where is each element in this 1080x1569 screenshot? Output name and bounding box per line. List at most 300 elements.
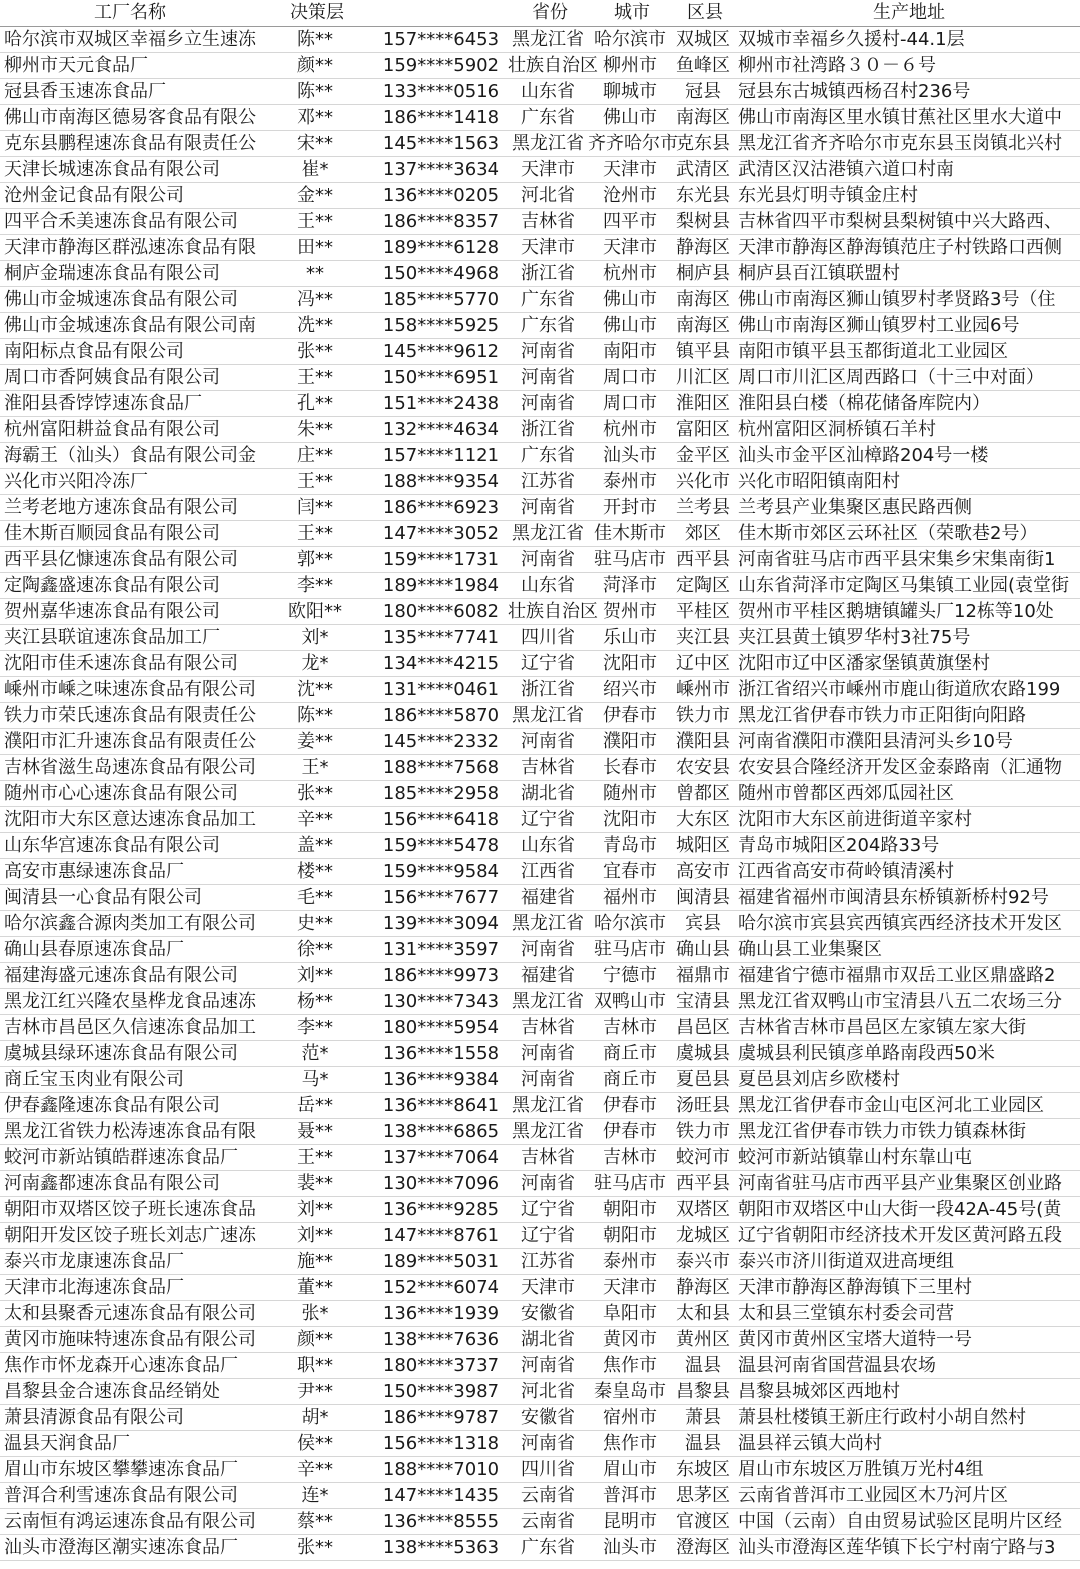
table-row[interactable] [0,885,1080,911]
factory-name-cell: 西平县亿慷速冻食品有限公司 [0,547,256,573]
table-row[interactable] [0,1093,1080,1119]
city-cell: 朝阳市 [588,1197,672,1223]
decision-maker-cell: 徐** [256,937,374,963]
decision-maker-cell: 张** [256,1535,374,1561]
table-row[interactable] [0,53,1080,79]
province-cell: 河南省 [508,1171,588,1197]
province-cell: 辽宁省 [508,651,588,677]
decision-maker-cell: 胡* [256,1405,374,1431]
table-row[interactable] [0,911,1080,937]
phone-cell: 157****6453 [374,27,508,53]
city-cell: 齐齐哈尔市 [588,131,672,157]
district-cell: 龙城区 [672,1223,734,1249]
phone-cell: 136****9285 [374,1197,508,1223]
district-cell: 南海区 [672,313,734,339]
district-cell: 濮阳县 [672,729,734,755]
decision-maker-cell: 郭** [256,547,374,573]
phone-cell: 186****6923 [374,495,508,521]
phone-cell: 138****6865 [374,1119,508,1145]
decision-maker-cell: 陈** [256,27,374,53]
district-cell: 兰考县 [672,495,734,521]
phone-cell: 138****5363 [374,1535,508,1561]
header-city[interactable]: 城市 [588,0,672,27]
table-row[interactable] [0,1509,1080,1535]
city-cell: 佳木斯市 [588,521,672,547]
table-row[interactable] [0,469,1080,495]
province-cell: 天津市 [508,157,588,183]
factory-name-cell: 朝阳市双塔区饺子班长速冻食品 [0,1197,256,1223]
city-cell: 佛山市 [588,105,672,131]
decision-maker-cell: 蔡** [256,1509,374,1535]
decision-maker-cell: 闫** [256,495,374,521]
city-cell: 普洱市 [588,1483,672,1509]
province-cell: 湖北省 [508,781,588,807]
address-cell: 桐庐县百江镇联盟村 [734,261,1080,287]
table-row[interactable] [0,599,1080,625]
province-cell: 黑龙江省 [508,911,588,937]
decision-maker-cell: ** [256,261,374,287]
province-cell: 山东省 [508,573,588,599]
table-row[interactable] [0,339,1080,365]
table-row[interactable] [0,313,1080,339]
table-row[interactable] [0,1119,1080,1145]
province-cell: 辽宁省 [508,1223,588,1249]
province-cell: 黑龙江省 [508,703,588,729]
phone-cell: 158****5925 [374,313,508,339]
city-cell: 杭州市 [588,261,672,287]
city-cell: 吉林市 [588,1015,672,1041]
decision-maker-cell: 颜** [256,1327,374,1353]
table-row[interactable] [0,391,1080,417]
city-cell: 天津市 [588,157,672,183]
address-cell: 福建省福州市闽清县东桥镇新桥村92号 [734,885,1080,911]
decision-maker-cell: 楼** [256,859,374,885]
address-cell: 朝阳市双塔区中山大街一段42A-45号(黄 [734,1197,1080,1223]
factory-name-cell: 山东华宫速冻食品有限公司 [0,833,256,859]
factory-name-cell: 南阳标点食品有限公司 [0,339,256,365]
address-cell: 泰兴市济川街道双进高埂组 [734,1249,1080,1275]
table-row[interactable] [0,365,1080,391]
decision-maker-cell: 王** [256,365,374,391]
address-cell: 佛山市南海区狮山镇罗村孝贤路3号（住 [734,287,1080,313]
factory-name-cell: 吉林省滋生岛速冻食品有限公司 [0,755,256,781]
phone-cell: 151****2438 [374,391,508,417]
address-cell: 周口市川汇区周西路口（十三中对面） [734,365,1080,391]
decision-maker-cell: 张* [256,1301,374,1327]
province-cell: 江西省 [508,859,588,885]
district-cell: 城阳区 [672,833,734,859]
decision-maker-cell: 陈** [256,703,374,729]
phone-cell: 188****7568 [374,755,508,781]
table-row[interactable] [0,833,1080,859]
address-cell: 黑龙江省双鸭山市宝清县八五二农场三分 [734,989,1080,1015]
district-cell: 南海区 [672,105,734,131]
table-row[interactable] [0,1067,1080,1093]
province-cell: 广东省 [508,105,588,131]
district-cell: 武清区 [672,157,734,183]
address-cell: 淮阳县白楼（棉花储备库院内） [734,391,1080,417]
phone-cell: 132****4634 [374,417,508,443]
province-cell: 河南省 [508,937,588,963]
factory-name-cell: 焦作市怀龙森开心速冻食品厂 [0,1353,256,1379]
phone-cell: 157****1121 [374,443,508,469]
district-cell: 克东县 [672,131,734,157]
table-row[interactable] [0,729,1080,755]
district-cell: 淮阳区 [672,391,734,417]
province-cell: 河南省 [508,729,588,755]
city-cell: 商丘市 [588,1067,672,1093]
city-cell: 福州市 [588,885,672,911]
decision-maker-cell: 范* [256,1041,374,1067]
address-cell: 昌黎县城郊区西地村 [734,1379,1080,1405]
city-cell: 长春市 [588,755,672,781]
decision-maker-cell: 沈** [256,677,374,703]
table-row[interactable] [0,989,1080,1015]
city-cell: 随州市 [588,781,672,807]
decision-maker-cell: 宋** [256,131,374,157]
province-cell: 黑龙江省 [508,989,588,1015]
address-cell: 东光县灯明寺镇金庄村 [734,183,1080,209]
district-cell: 铁力市 [672,703,734,729]
table-row[interactable] [0,183,1080,209]
table-row[interactable] [0,157,1080,183]
table-row[interactable] [0,495,1080,521]
table-row[interactable] [0,1457,1080,1483]
province-cell: 云南省 [508,1509,588,1535]
table-row[interactable] [0,1535,1080,1561]
factory-name-cell: 随州市心心速冻食品有限公司 [0,781,256,807]
address-cell: 夹江县黄土镇罗华村3社75号 [734,625,1080,651]
phone-cell: 150****4968 [374,261,508,287]
table-row[interactable] [0,443,1080,469]
factory-name-cell: 佛山市金城速冻食品有限公司 [0,287,256,313]
table-row[interactable] [0,1483,1080,1509]
address-cell: 贺州市平桂区鹅塘镇罐头厂12栋等10处 [734,599,1080,625]
district-cell: 桐庐县 [672,261,734,287]
district-cell: 西平县 [672,1171,734,1197]
city-cell: 开封市 [588,495,672,521]
phone-cell: 150****3987 [374,1379,508,1405]
province-cell: 河南省 [508,365,588,391]
address-cell: 福建省宁德市福鼎市双岳工业区鼎盛路2 [734,963,1080,989]
province-cell: 壮族自治区 [508,599,588,625]
district-cell: 澄海区 [672,1535,734,1561]
header-decision-maker[interactable]: 决策层 [256,0,374,27]
phone-cell: 131****3597 [374,937,508,963]
table-row[interactable] [0,859,1080,885]
address-cell: 夏邑县刘店乡欧楼村 [734,1067,1080,1093]
table-row[interactable] [0,547,1080,573]
factory-name-cell: 昌黎县金合速冻食品经销处 [0,1379,256,1405]
factory-name-cell: 哈尔滨鑫合源肉类加工有限公司 [0,911,256,937]
table-row[interactable] [0,781,1080,807]
city-cell: 天津市 [588,1275,672,1301]
decision-maker-cell: 李** [256,1015,374,1041]
phone-cell: 186****8357 [374,209,508,235]
address-cell: 农安县合隆经济开发区金泰路南（汇通物 [734,755,1080,781]
table-row[interactable] [0,235,1080,261]
district-cell: 温县 [672,1431,734,1457]
address-cell: 冠县东古城镇西杨召村236号 [734,79,1080,105]
district-cell: 宝清县 [672,989,734,1015]
phone-cell: 134****4215 [374,651,508,677]
address-cell: 汕头市澄海区莲华镇下长宁村南宁路与3 [734,1535,1080,1561]
decision-maker-cell: 董** [256,1275,374,1301]
address-cell: 虞城县利民镇彦单路南段西50米 [734,1041,1080,1067]
address-cell: 吉林省四平市梨树县梨树镇中兴大路西、 [734,209,1080,235]
factory-name-cell: 夹江县联谊速冻食品加工厂 [0,625,256,651]
province-cell: 吉林省 [508,209,588,235]
district-cell: 闽清县 [672,885,734,911]
province-cell: 四川省 [508,1457,588,1483]
table-row[interactable] [0,521,1080,547]
decision-maker-cell: 邓** [256,105,374,131]
factory-name-cell: 黑龙江红兴隆农垦桦龙食品速冻 [0,989,256,1015]
city-cell: 黄冈市 [588,1327,672,1353]
factory-name-cell: 淮阳县香饽饽速冻食品厂 [0,391,256,417]
province-cell: 河南省 [508,1431,588,1457]
province-cell: 安徽省 [508,1405,588,1431]
header-row [0,0,1080,27]
table-row[interactable] [0,1379,1080,1405]
province-cell: 吉林省 [508,1015,588,1041]
phone-cell: 136****1939 [374,1301,508,1327]
table-body [0,27,1080,1561]
factory-name-cell: 天津市北海速冻食品厂 [0,1275,256,1301]
province-cell: 福建省 [508,963,588,989]
city-cell: 佛山市 [588,287,672,313]
province-cell: 安徽省 [508,1301,588,1327]
phone-cell: 133****0516 [374,79,508,105]
district-cell: 福鼎市 [672,963,734,989]
table-row[interactable] [0,131,1080,157]
district-cell: 平桂区 [672,599,734,625]
decision-maker-cell: 欧阳** [256,599,374,625]
phone-cell: 159****5478 [374,833,508,859]
table-row[interactable] [0,651,1080,677]
address-cell: 云南省普洱市工业园区木乃河片区 [734,1483,1080,1509]
address-cell: 兰考县产业集聚区惠民路西侧 [734,495,1080,521]
phone-cell: 135****7741 [374,625,508,651]
header-province[interactable]: 省份 [508,0,588,27]
decision-maker-cell: 杨** [256,989,374,1015]
province-cell: 山东省 [508,833,588,859]
decision-maker-cell: 李** [256,573,374,599]
table-row[interactable] [0,417,1080,443]
address-cell: 太和县三堂镇东村委会司营 [734,1301,1080,1327]
table-row[interactable] [0,1041,1080,1067]
header-address[interactable]: 生产地址 [734,0,1080,27]
table-row[interactable] [0,1275,1080,1301]
city-cell: 焦作市 [588,1431,672,1457]
address-cell: 柳州市社湾路３０－６号 [734,53,1080,79]
table-row[interactable] [0,677,1080,703]
district-cell: 汤旺县 [672,1093,734,1119]
city-cell: 贺州市 [588,599,672,625]
district-cell: 鱼峰区 [672,53,734,79]
header-factory-name[interactable]: 工厂名称 [0,0,256,27]
district-cell: 兴化市 [672,469,734,495]
city-cell: 周口市 [588,365,672,391]
province-cell: 河南省 [508,495,588,521]
address-cell: 南阳市镇平县玉都街道北工业园区 [734,339,1080,365]
phone-cell: 136****9384 [374,1067,508,1093]
city-cell: 宁德市 [588,963,672,989]
district-cell: 夏邑县 [672,1067,734,1093]
phone-cell: 159****1731 [374,547,508,573]
district-cell: 定陶区 [672,573,734,599]
city-cell: 伊春市 [588,1093,672,1119]
table-row[interactable] [0,27,1080,53]
province-cell: 黑龙江省 [508,131,588,157]
city-cell: 沧州市 [588,183,672,209]
header-district[interactable]: 区县 [672,0,734,27]
phone-cell: 139****3094 [374,911,508,937]
phone-cell: 159****5902 [374,53,508,79]
factory-name-cell: 桐庐金瑞速冻食品有限公司 [0,261,256,287]
phone-cell: 186****5870 [374,703,508,729]
district-cell: 确山县 [672,937,734,963]
district-cell: 金平区 [672,443,734,469]
city-cell: 宿州市 [588,1405,672,1431]
province-cell: 黑龙江省 [508,27,588,53]
table-row[interactable] [0,1353,1080,1379]
factory-name-cell: 眉山市东坡区攀攀速冻食品厂 [0,1457,256,1483]
factory-name-cell: 周口市香阿姨食品有限公司 [0,365,256,391]
address-cell: 佛山市南海区狮山镇罗村工业园6号 [734,313,1080,339]
province-cell: 浙江省 [508,677,588,703]
factory-name-cell: 黑龙江省铁力松涛速冻食品有限 [0,1119,256,1145]
table-row[interactable] [0,1015,1080,1041]
decision-maker-cell: 裴** [256,1171,374,1197]
factory-name-cell: 萧县清源食品有限公司 [0,1405,256,1431]
district-cell: 梨树县 [672,209,734,235]
decision-maker-cell: 辛** [256,807,374,833]
phone-cell: 159****9584 [374,859,508,885]
factory-name-cell: 四平合禾美速冻食品有限公司 [0,209,256,235]
province-cell: 河北省 [508,1379,588,1405]
phone-cell: 145****2332 [374,729,508,755]
factory-name-cell: 确山县春原速冻食品厂 [0,937,256,963]
district-cell: 冠县 [672,79,734,105]
table-row[interactable] [0,105,1080,131]
factory-name-cell: 蛟河市新站镇皓群速冻食品厂 [0,1145,256,1171]
address-cell: 中国（云南）自由贸易试验区昆明片区经 [734,1509,1080,1535]
table-row[interactable] [0,807,1080,833]
province-cell: 四川省 [508,625,588,651]
province-cell: 广东省 [508,443,588,469]
table-row[interactable] [0,209,1080,235]
table-row[interactable] [0,79,1080,105]
factory-name-cell: 沈阳市大东区意达速冻食品加工 [0,807,256,833]
factory-name-cell: 高安市惠绿速冻食品厂 [0,859,256,885]
province-cell: 广东省 [508,287,588,313]
table-row[interactable] [0,1327,1080,1353]
table-row[interactable] [0,1197,1080,1223]
decision-maker-cell: 职** [256,1353,374,1379]
address-cell: 温县祥云镇大尚村 [734,1431,1080,1457]
table-row[interactable] [0,287,1080,313]
address-cell: 辽宁省朝阳市经济技术开发区黄河路五段 [734,1223,1080,1249]
header-phone[interactable] [374,0,508,27]
city-cell: 杭州市 [588,417,672,443]
address-cell: 汕头市金平区汕樟路204号一楼 [734,443,1080,469]
decision-maker-cell: 朱** [256,417,374,443]
city-cell: 乐山市 [588,625,672,651]
address-cell: 萧县杜楼镇王新庄行政村小胡自然村 [734,1405,1080,1431]
table-row[interactable] [0,963,1080,989]
city-cell: 焦作市 [588,1353,672,1379]
address-cell: 随州市曾都区西郊瓜园社区 [734,781,1080,807]
district-cell: 东坡区 [672,1457,734,1483]
table-row[interactable] [0,937,1080,963]
phone-cell: 138****7636 [374,1327,508,1353]
province-cell: 辽宁省 [508,1197,588,1223]
table-row[interactable] [0,1405,1080,1431]
decision-maker-cell: 陈** [256,79,374,105]
factory-name-cell: 福建海盛元速冻食品有限公司 [0,963,256,989]
district-cell: 蛟河市 [672,1145,734,1171]
phone-cell: 136****0205 [374,183,508,209]
table-row[interactable] [0,261,1080,287]
district-cell: 昌黎县 [672,1379,734,1405]
factory-name-cell: 杭州富阳耕益食品有限公司 [0,417,256,443]
phone-cell: 136****1558 [374,1041,508,1067]
address-cell: 江西省高安市荷岭镇清溪村 [734,859,1080,885]
province-cell: 河南省 [508,1067,588,1093]
city-cell: 聊城市 [588,79,672,105]
city-cell: 菏泽市 [588,573,672,599]
table-row[interactable] [0,1145,1080,1171]
table-row[interactable] [0,625,1080,651]
city-cell: 驻马店市 [588,547,672,573]
province-cell: 壮族自治区 [508,53,588,79]
address-cell: 杭州富阳区洞桥镇石羊村 [734,417,1080,443]
address-cell: 黑龙江省齐齐哈尔市克东县玉岗镇北兴村 [734,131,1080,157]
table-row[interactable] [0,755,1080,781]
table-row[interactable] [0,703,1080,729]
factory-name-cell: 普洱合利雪速冻食品有限公司 [0,1483,256,1509]
table-row[interactable] [0,1431,1080,1457]
city-cell: 沈阳市 [588,651,672,677]
province-cell: 广东省 [508,313,588,339]
district-cell: 镇平县 [672,339,734,365]
province-cell: 天津市 [508,1275,588,1301]
table-row[interactable] [0,1171,1080,1197]
decision-maker-cell: 王** [256,209,374,235]
phone-cell: 156****6418 [374,807,508,833]
table-row[interactable] [0,1301,1080,1327]
decision-maker-cell: 庄** [256,443,374,469]
province-cell: 黑龙江省 [508,521,588,547]
factory-name-cell: 定陶鑫盛速冻食品有限公司 [0,573,256,599]
district-cell: 东光县 [672,183,734,209]
phone-cell: 185****2958 [374,781,508,807]
factory-name-cell: 天津长城速冻食品有限公司 [0,157,256,183]
table-row[interactable] [0,573,1080,599]
city-cell: 泰州市 [588,469,672,495]
table-row[interactable] [0,1223,1080,1249]
factory-name-cell: 兰考老地方速冻食品有限公司 [0,495,256,521]
district-cell: 静海区 [672,1275,734,1301]
decision-maker-cell: 王** [256,521,374,547]
decision-maker-cell: 冯** [256,287,374,313]
decision-maker-cell: 辛** [256,1457,374,1483]
phone-cell: 130****7343 [374,989,508,1015]
district-cell: 铁力市 [672,1119,734,1145]
table-row[interactable] [0,1249,1080,1275]
address-cell: 浙江省绍兴市嵊州市鹿山街道欣农路199 [734,677,1080,703]
